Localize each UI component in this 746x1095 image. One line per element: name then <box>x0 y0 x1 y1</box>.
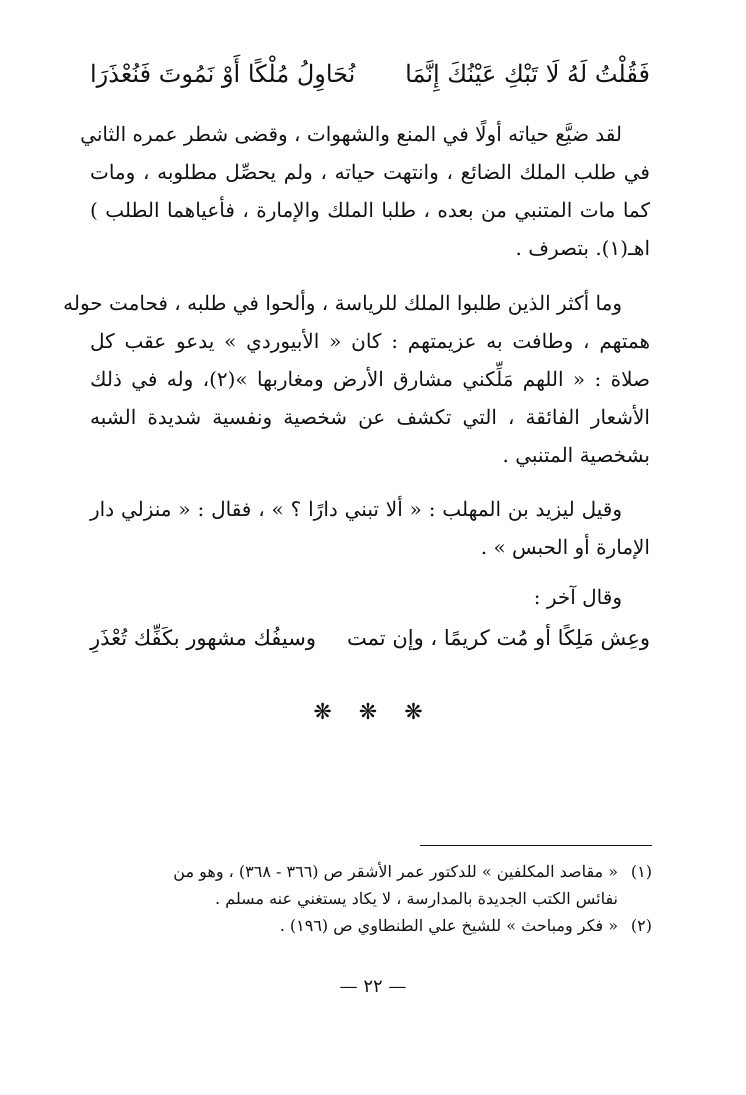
verse-2 <box>90 616 650 660</box>
footnote-2 <box>90 912 652 939</box>
footnotes <box>90 858 652 939</box>
paragraph-1-line-1: لقد ضيَّع حياته أولًا في المنع والشهوات ، وقضى شطر عمره الثاني <box>80 122 622 146</box>
paragraph-1-line-3: كما مات المتنبي من بعده ، طلبا الملك والإمارة ، فأعياهما الطلب ) <box>90 198 650 222</box>
paragraph-2-line-4: الأشعار الفائقة ، التي تكشف عن شخصية ونفسية شديدة الشبه <box>90 405 650 429</box>
verse-1-second-hemistich: نُحَاوِلُ مُلْكًا أَوْ نَمُوتَ فَنُعْذَرَا <box>90 60 356 88</box>
footnote-1-number: (١) <box>630 862 652 881</box>
verse-2-second-hemistich: وسيفُك مشهور بكَفِّك تُعْذَرِ <box>90 626 316 650</box>
paragraph-1-line-2: في طلب الملك الضائع ، وانتهت حياته ، ولم يحصِّل مطلوبه ، ومات <box>90 160 650 184</box>
verse-2-first-hemistich: وعِش مَلِكًا أو مُت كريمًا ، وإن تمت <box>347 626 650 650</box>
paragraph-3-line-1: وقيل ليزيد بن المهلب : « ألا تبني دارًا ؟ » ، فقال : « منزلي دار <box>90 497 622 521</box>
paragraph-3-line-2: الإمارة أو الحبس » . <box>480 535 650 559</box>
footnote-1 <box>90 858 652 885</box>
paragraph-1 <box>80 115 650 267</box>
paragraph-3 <box>90 490 650 566</box>
paragraph-1-line-4: اهـ(١). بتصرف . <box>515 236 650 260</box>
footnote-2-number: (٢) <box>630 916 652 935</box>
paragraph-2-line-2: همتهم ، وطافت به عزيمتهم : كان « الأبيوردي » يدعو عقب كل <box>90 329 650 353</box>
paragraph-2-line-3: صلاة : « اللهم مَلِّكني مشارق الأرض ومغاربها »(٢)، وله في ذلك <box>90 367 650 391</box>
footnote-divider <box>420 845 652 846</box>
verse-2-intro: وقال آخر : <box>533 585 622 609</box>
paragraph-2-line-5: بشخصية المتنبي . <box>502 443 650 467</box>
verse-1 <box>90 52 650 96</box>
page-number: — ٢٢ — <box>339 976 407 997</box>
paragraph-2-line-1: وما أكثر الذين طلبوا الملك للرياسة ، وألحوا في طلبه ، فحامت حوله <box>63 291 622 315</box>
paragraph-2 <box>63 284 650 474</box>
footnote-1-continuation: نفائس الكتب الجديدة بالمدارسة ، لا يكاد يستغني عنه مسلم . <box>215 889 618 908</box>
footnote-1-text: « مقاصد المكلفين » للدكتور عمر الأشقر ص (٣٦٦ - ٣٦٨) ، وهو من <box>173 862 618 881</box>
footnote-2-text: « فكر ومباحث » للشيخ علي الطنطاوي ص (١٩٦) . <box>279 916 618 935</box>
section-separator: ❋ ❋ ❋ <box>313 700 433 725</box>
verse-1-first-hemistich: فَقُلْتُ لَهُ لَا تَبْكِ عَيْنُكَ إِنَّمَا <box>405 60 650 88</box>
